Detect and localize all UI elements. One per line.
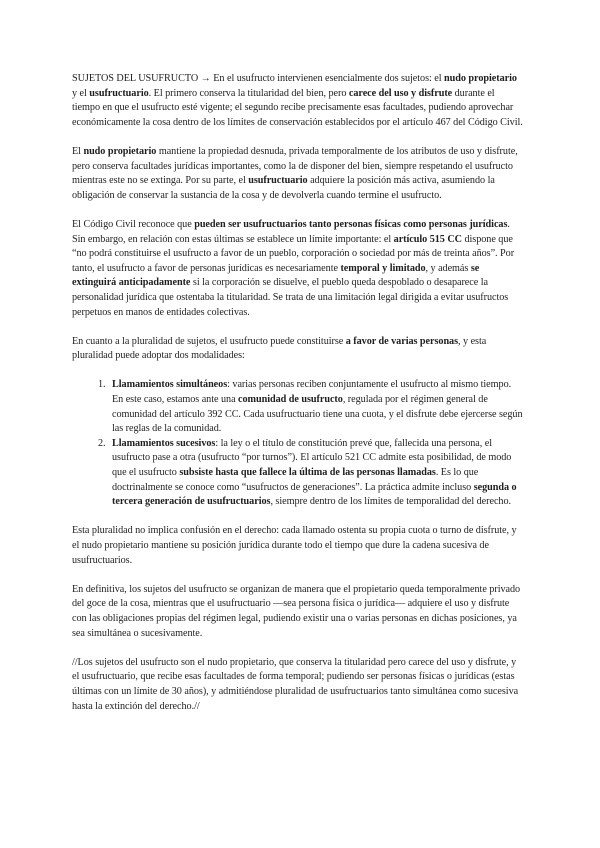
paragraph-nudo-propietario bbox=[72, 145, 524, 203]
text-run: En definitiva, los sujetos del usufructo se organizan de manera que el propietario queda temporalmente privado del goce de la cosa, mientras que el usufructuario —sea persona física o jurídica— adquiere el uso y disfrute con las obligaciones propias del régimen legal, pudiendo existir una o varias personas en dichas posiciones, ya sea simultánea o sucesivamente. bbox=[72, 583, 521, 639]
paragraph-pluralidad bbox=[72, 335, 524, 364]
paragraph-personas-juridicas bbox=[72, 218, 524, 320]
list-item-sucesivos bbox=[108, 437, 524, 510]
bold-text: pueden ser usufructuarios tanto personas físicas como personas jurídicas bbox=[194, 218, 508, 230]
bold-text: Llamamientos simultáneos bbox=[112, 379, 228, 391]
text-run: : varias personas reciben conjuntamente el usufructo al mismo tiempo. En este caso, estamos ante una bbox=[112, 379, 512, 406]
bold-text: nudo propietario bbox=[444, 73, 517, 84]
bold-text: usufructuario bbox=[248, 175, 308, 187]
text-run: y el bbox=[72, 87, 90, 99]
text-run: , siempre dentro de los límites de temporalidad del derecho. bbox=[270, 496, 512, 508]
text-run: dispone que “no podrá constituirse el usufructo a favor de un pueblo, corporación o sociedad por más de treinta años”. Por tanto, el usufructo a favor de personas jurídicas es necesariamente bbox=[72, 233, 515, 274]
text-run: El Código Civil reconoce que bbox=[72, 218, 195, 230]
text-run: , y además bbox=[425, 262, 471, 274]
bold-text: artículo 515 CC bbox=[393, 233, 462, 245]
paragraph-resumen bbox=[72, 656, 524, 714]
text-run: , regulada por el régimen general de comunidad del artículo 392 CC. Cada usufructuario tiene una cuota, y el disfrute debe ejercerse según las reglas de la comunidad. bbox=[112, 394, 523, 435]
text-run: mantiene la propiedad desnuda, privada temporalmente de los atributos de uso y disfrute, pero conserva facultades jurídicas importantes, como la de disponer del bien, siempre respetando el usufructo mientras este no se extinga. Por su parte, el bbox=[72, 145, 518, 187]
paragraph-intro bbox=[72, 72, 524, 130]
text-run: adquiere la posición más activa, asumiendo la obligación de conservar la sustancia de la cosa y de devolverla cuando termine el usufructo. bbox=[72, 175, 495, 201]
text-run: Esta pluralidad no implica confusión en el derecho: cada llamado ostenta su propia cuota o turno de disfrute, y el nudo propietario mantiene su posición jurídica durante todo el tiempo que dure la cadena sucesiva de usufructuarios. bbox=[72, 525, 517, 566]
bold-text: usufructuario bbox=[89, 87, 149, 99]
bold-text: Llamamientos sucesivos bbox=[112, 437, 216, 449]
text-run: . El primero conserva la titularidad del bien, pero bbox=[148, 87, 349, 99]
modalidades-list bbox=[72, 378, 524, 509]
text-run: . Es lo que doctrinalmente se conoce como “usufructos de generaciones”. La práctica admite incluso bbox=[112, 467, 479, 493]
bold-text: a favor de varias personas bbox=[345, 335, 459, 347]
text-run: , y esta pluralidad puede adoptar dos modalidades: bbox=[72, 335, 487, 362]
text-run: En cuanto a la pluralidad de sujetos, el usufructo puede constituirse bbox=[72, 335, 346, 347]
bold-text: subsiste hasta que fallece la última de las personas llamadas bbox=[179, 467, 436, 479]
bold-text: temporal y limitado bbox=[340, 262, 426, 274]
bold-text: segunda o tercera generación de usufructuarios bbox=[112, 481, 517, 508]
text-run: durante el tiempo en que el usufructo esté vigente; el segundo recibe precisamente esas facultades, pudiendo aprovechar económicamente la cosa dentro de los límites de conservación establecidos por el artículo 467 del Código Civil. bbox=[72, 87, 523, 128]
text-run: SUJETOS DEL USUFRUCTO → En el usufructo intervienen esencialmente dos sujetos: el bbox=[72, 73, 445, 84]
bold-text: se extinguirá anticipadamente bbox=[72, 262, 480, 289]
list-item-simultaneos bbox=[108, 378, 524, 436]
text-run: El bbox=[72, 145, 84, 157]
bold-text: nudo propietario bbox=[83, 145, 157, 157]
paragraph-definitiva bbox=[72, 583, 524, 641]
text-run: . Sin embargo, en relación con estas últimas se establece un límite importante: el bbox=[72, 218, 510, 245]
text-run: : la ley o el título de constitución prevé que, fallecida una persona, el usufructo pase a otra (usufructo “por turnos”). El artículo 521 CC admite esta posibilidad, de modo que el usufructo bbox=[112, 437, 512, 479]
paragraph-cuota-turno bbox=[72, 524, 524, 568]
text-run: si la corporación se disuelve, el pueblo queda despoblado o desaparece la personalidad jurídica que ostentaba la titularidad. Se trata de una limitación legal dirigida a evitar usufructos perpetuos en manos de entidades colectivas. bbox=[72, 277, 509, 318]
text-run: //Los sujetos del usufructo son el nudo propietario, que conserva la titularidad pero carece del uso y disfrute, y el usufructuario, que recibe esas facultades de forma temporal; pudiendo ser personas físicas o jurídicas (estas últimas con un límite de 30 años), y admitiéndose pluralidad de usufructuarios tanto simultánea como sucesiva hasta la extinción del derecho.// bbox=[72, 656, 519, 712]
bold-text: comunidad de usufructo bbox=[238, 394, 343, 406]
bold-text: carece del uso y disfrute bbox=[348, 87, 453, 99]
